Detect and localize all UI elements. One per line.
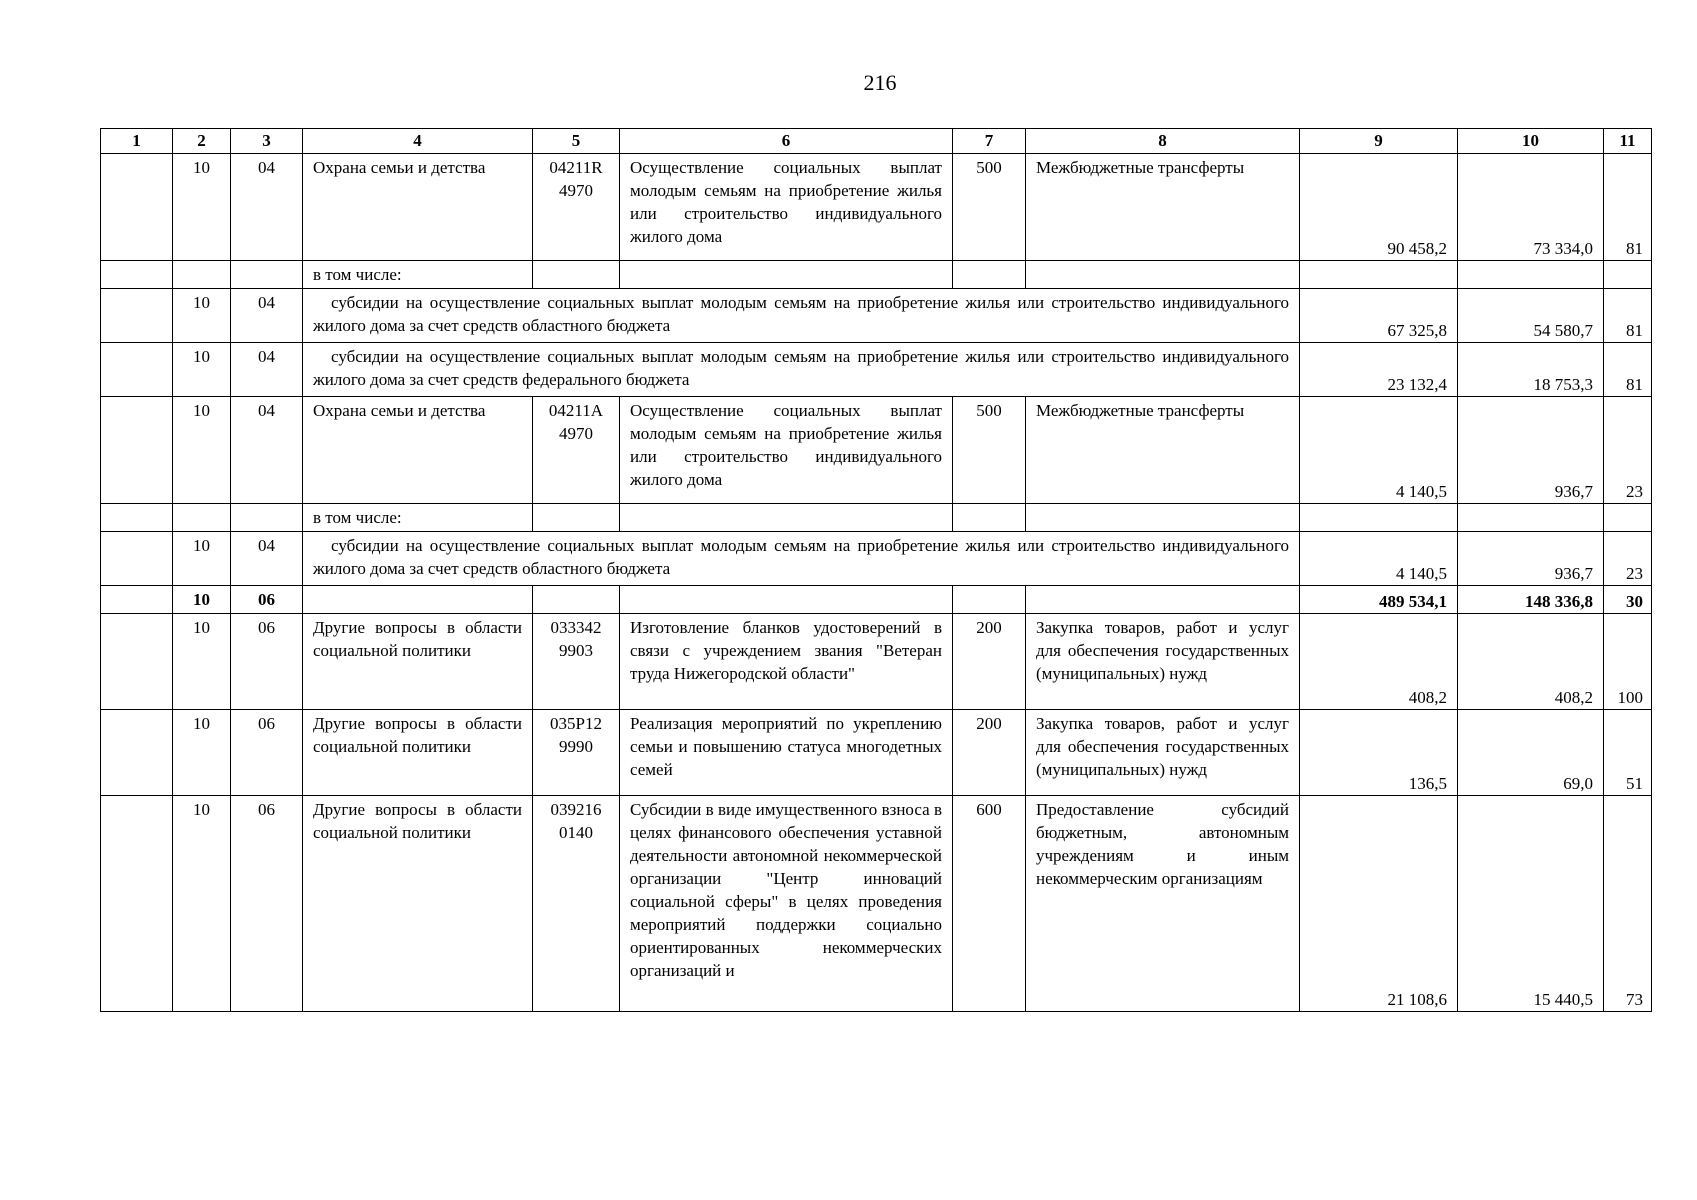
- header-cell: 5: [533, 129, 620, 154]
- cell-subsidy-description: субсидии на осуществление социальных выплат молодым семьям на приобретение жилья или строительство индивидуального жилого дома за счет средств федерального бюджета: [303, 343, 1300, 397]
- cell-expense-name: [1026, 586, 1300, 614]
- cell-expense-code: 200: [953, 710, 1026, 796]
- cell-percent: 81: [1604, 343, 1652, 397]
- cell-subsection: 06: [231, 614, 303, 710]
- table-row: [101, 532, 1652, 586]
- cell-section: 10: [173, 586, 231, 614]
- cell-plan-amount: 408,2: [1300, 614, 1458, 710]
- cell-target-name: [620, 504, 953, 532]
- cell-section: 10: [173, 154, 231, 261]
- cell-expense-code: [953, 261, 1026, 289]
- cell-expense-name: [1026, 261, 1300, 289]
- cell-expense-name: Закупка товаров, работ и услуг для обеспечения государственных (муниципальных) нужд: [1026, 710, 1300, 796]
- cell-plan-amount: 489 534,1: [1300, 586, 1458, 614]
- cell-plan-amount: 136,5: [1300, 710, 1458, 796]
- cell-section-name: в том числе:: [303, 504, 533, 532]
- cell-actual-amount: [1458, 261, 1604, 289]
- cell-subsidy-description: субсидии на осуществление социальных выплат молодым семьям на приобретение жилья или строительство индивидуального жилого дома за счет средств областного бюджета: [303, 532, 1300, 586]
- cell-section: 10: [173, 532, 231, 586]
- cell-percent: [1604, 504, 1652, 532]
- header-cell: 2: [173, 129, 231, 154]
- cell-expense-code: 500: [953, 397, 1026, 504]
- cell-plan-amount: 67 325,8: [1300, 289, 1458, 343]
- header-cell: 8: [1026, 129, 1300, 154]
- cell-col1: [101, 614, 173, 710]
- cell-actual-amount: 15 440,5: [1458, 796, 1604, 1012]
- cell-plan-amount: 4 140,5: [1300, 397, 1458, 504]
- cell-target-code: 039216 0140: [533, 796, 620, 1012]
- cell-col1: [101, 289, 173, 343]
- cell-expense-name: Межбюджетные трансферты: [1026, 154, 1300, 261]
- cell-plan-amount: 90 458,2: [1300, 154, 1458, 261]
- cell-subsection: 06: [231, 586, 303, 614]
- cell-actual-amount: 936,7: [1458, 397, 1604, 504]
- cell-actual-amount: 936,7: [1458, 532, 1604, 586]
- table-row: [101, 261, 1652, 289]
- cell-col1: [101, 261, 173, 289]
- cell-subsection: 06: [231, 796, 303, 1012]
- cell-target-code: 035P12 9990: [533, 710, 620, 796]
- header-cell: 3: [231, 129, 303, 154]
- cell-target-code: [533, 261, 620, 289]
- cell-percent: [1604, 261, 1652, 289]
- table-row: [101, 289, 1652, 343]
- cell-plan-amount: 4 140,5: [1300, 532, 1458, 586]
- cell-expense-code: 600: [953, 796, 1026, 1012]
- cell-section: 10: [173, 614, 231, 710]
- cell-target-code: 04211A 4970: [533, 397, 620, 504]
- cell-expense-name: Предоставление субсидий бюджетным, автономным учреждениям и иным некоммерческим организациям: [1026, 796, 1300, 1012]
- cell-percent: 73: [1604, 796, 1652, 1012]
- cell-target-name: Субсидии в виде имущественного взноса в целях финансового обеспечения уставной деятельности автономной некоммерческой организации "Центр инноваций социальной сферы" в целях проведения мероприятий поддержки социально ориентированных некоммерческих организаций и: [620, 796, 953, 1012]
- table-row: [101, 614, 1652, 710]
- cell-actual-amount: 69,0: [1458, 710, 1604, 796]
- cell-col1: [101, 586, 173, 614]
- cell-percent: 30: [1604, 586, 1652, 614]
- cell-subsection: 04: [231, 289, 303, 343]
- cell-expense-code: 500: [953, 154, 1026, 261]
- cell-col1: [101, 154, 173, 261]
- cell-col1: [101, 504, 173, 532]
- table-row: [101, 343, 1652, 397]
- cell-subsidy-description: субсидии на осуществление социальных выплат молодым семьям на приобретение жилья или строительство индивидуального жилого дома за счет средств областного бюджета: [303, 289, 1300, 343]
- cell-percent: 23: [1604, 532, 1652, 586]
- cell-expense-code: [953, 504, 1026, 532]
- page-number: 216: [863, 70, 897, 95]
- cell-col1: [101, 796, 173, 1012]
- header-cell: 1: [101, 129, 173, 154]
- table-row: [101, 796, 1652, 1012]
- cell-percent: 100: [1604, 614, 1652, 710]
- cell-actual-amount: 54 580,7: [1458, 289, 1604, 343]
- cell-section: [173, 261, 231, 289]
- cell-subsection: 04: [231, 154, 303, 261]
- cell-subsection: 04: [231, 532, 303, 586]
- header-cell: 7: [953, 129, 1026, 154]
- cell-section: 10: [173, 343, 231, 397]
- cell-section-name: Другие вопросы в области социальной политики: [303, 710, 533, 796]
- cell-actual-amount: 408,2: [1458, 614, 1604, 710]
- cell-target-name: [620, 586, 953, 614]
- cell-section: 10: [173, 397, 231, 504]
- cell-target-code: [533, 586, 620, 614]
- cell-target-code: 04211R 4970: [533, 154, 620, 261]
- cell-percent: 81: [1604, 289, 1652, 343]
- budget-table: [100, 128, 1652, 1012]
- cell-expense-name: Межбюджетные трансферты: [1026, 397, 1300, 504]
- cell-subsection: 04: [231, 397, 303, 504]
- header-cell: 10: [1458, 129, 1604, 154]
- cell-col1: [101, 710, 173, 796]
- table-body: [101, 129, 1652, 1012]
- cell-col1: [101, 343, 173, 397]
- cell-plan-amount: 23 132,4: [1300, 343, 1458, 397]
- cell-section-name: [303, 586, 533, 614]
- cell-section-name: Охрана семьи и детства: [303, 154, 533, 261]
- cell-col1: [101, 532, 173, 586]
- cell-expense-code: 200: [953, 614, 1026, 710]
- cell-subsection: 04: [231, 343, 303, 397]
- cell-target-name: Реализация мероприятий по укреплению семьи и повышению статуса многодетных семей: [620, 710, 953, 796]
- table-row: [101, 586, 1652, 614]
- cell-target-code: [533, 504, 620, 532]
- cell-subsection: [231, 504, 303, 532]
- cell-subsection: 06: [231, 710, 303, 796]
- cell-percent: 81: [1604, 154, 1652, 261]
- cell-section-name: в том числе:: [303, 261, 533, 289]
- cell-target-name: Осуществление социальных выплат молодым семьям на приобретение жилья или строительство индивидуального жилого дома: [620, 154, 953, 261]
- cell-actual-amount: [1458, 504, 1604, 532]
- cell-expense-code: [953, 586, 1026, 614]
- cell-section: 10: [173, 796, 231, 1012]
- cell-plan-amount: 21 108,6: [1300, 796, 1458, 1012]
- cell-section-name: Другие вопросы в области социальной политики: [303, 614, 533, 710]
- cell-section-name: Другие вопросы в области социальной политики: [303, 796, 533, 1012]
- cell-plan-amount: [1300, 504, 1458, 532]
- cell-col1: [101, 397, 173, 504]
- cell-percent: 23: [1604, 397, 1652, 504]
- cell-target-name: [620, 261, 953, 289]
- cell-section: [173, 504, 231, 532]
- header-row: [101, 129, 1652, 154]
- cell-plan-amount: [1300, 261, 1458, 289]
- header-cell: 11: [1604, 129, 1652, 154]
- cell-actual-amount: 18 753,3: [1458, 343, 1604, 397]
- table-row: [101, 397, 1652, 504]
- cell-percent: 51: [1604, 710, 1652, 796]
- cell-subsection: [231, 261, 303, 289]
- cell-section-name: Охрана семьи и детства: [303, 397, 533, 504]
- header-cell: 9: [1300, 129, 1458, 154]
- cell-actual-amount: 73 334,0: [1458, 154, 1604, 261]
- cell-target-name: Изготовление бланков удостоверений в связи с учреждением звания "Ветеран труда Нижегородской области": [620, 614, 953, 710]
- cell-actual-amount: 148 336,8: [1458, 586, 1604, 614]
- cell-target-code: 033342 9903: [533, 614, 620, 710]
- cell-expense-name: [1026, 504, 1300, 532]
- cell-expense-name: Закупка товаров, работ и услуг для обеспечения государственных (муниципальных) нужд: [1026, 614, 1300, 710]
- header-cell: 6: [620, 129, 953, 154]
- table-row: [101, 504, 1652, 532]
- cell-section: 10: [173, 289, 231, 343]
- cell-section: 10: [173, 710, 231, 796]
- header-cell: 4: [303, 129, 533, 154]
- cell-target-name: Осуществление социальных выплат молодым семьям на приобретение жилья или строительство индивидуального жилого дома: [620, 397, 953, 504]
- table-row: [101, 710, 1652, 796]
- table-row: [101, 154, 1652, 261]
